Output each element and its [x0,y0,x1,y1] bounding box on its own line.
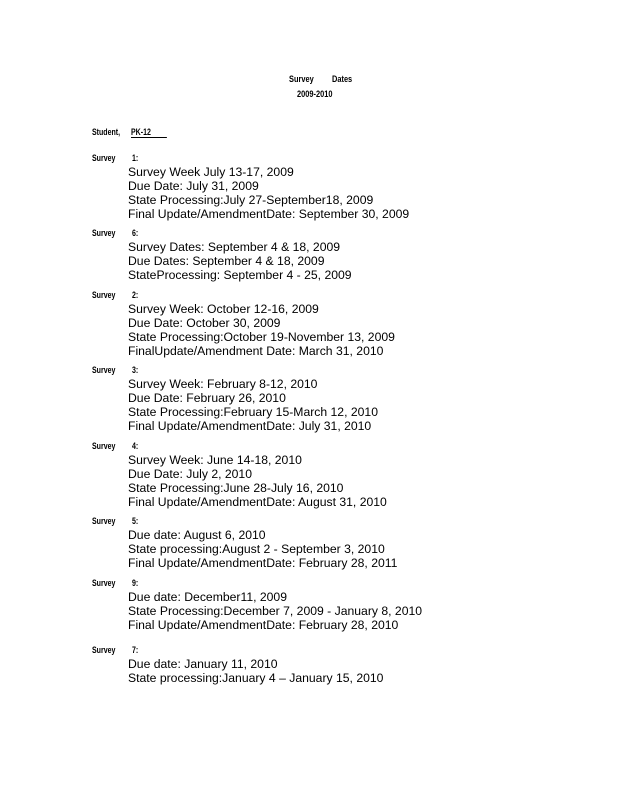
survey-detail-line: State Processing:December 7, 2009 - January 8, 2010 [128,604,423,618]
title-survey-word: Survey [289,74,314,85]
survey-details [128,302,395,358]
survey-detail-line: Survey Week: June 14-18, 2010 [128,453,302,467]
survey-number: 1: [132,153,139,163]
survey-number: 2: [132,290,139,300]
survey-details [128,453,387,509]
survey-detail-line: Due Date: October 30, 2009 [128,316,281,330]
survey-detail-line: State processing:January 4 – January 15, 2010 [128,671,384,685]
survey-detail-line: Due Dates: September 4 & 18, 2009 [128,254,325,268]
survey-details [128,590,422,632]
survey-label: Survey [92,228,116,238]
survey-label: Survey [92,153,116,163]
survey-detail-line: Due date: January 11, 2010 [128,657,278,671]
survey-detail-line: Final Update/AmendmentDate: February 28, 2010 [128,618,399,632]
survey-detail-line: FinalUpdate/Amendment Date: March 31, 2010 [128,344,384,358]
survey-detail-line: State Processing:October 19-November 13, 2009 [128,330,395,344]
survey-label: Survey [92,441,116,451]
survey-number: 9: [132,578,139,588]
survey-detail-line: StateProcessing: September 4 - 25, 2009 [128,268,352,282]
survey-details [128,165,409,221]
title-years: 2009-2010 [297,89,333,100]
survey-details [128,377,378,433]
survey-label: Survey [92,645,116,655]
survey-label: Survey [92,516,116,526]
survey-detail-line: Due date: December11, 2009 [128,590,287,604]
survey-detail-line: Due Date: February 26, 2010 [128,391,286,405]
survey-detail-line: Survey Week: October 12-16, 2009 [128,302,319,316]
student-label: Student, [92,127,121,137]
survey-detail-line: Final Update/AmendmentDate: August 31, 2010 [128,495,387,509]
survey-label: Survey [92,578,116,588]
survey-detail-line: Due Date: July 31, 2009 [128,179,259,193]
survey-detail-line: Due Date: July 2, 2010 [128,467,252,481]
survey-number: 6: [132,228,139,238]
survey-number: 7: [132,645,139,655]
survey-label: Survey [92,290,116,300]
survey-detail-line: Survey Dates: September 4 & 18, 2009 [128,240,341,254]
survey-detail-line: Final Update/AmendmentDate: July 31, 2010 [128,419,372,433]
survey-number: 5: [132,516,139,526]
survey-details [128,240,352,282]
survey-detail-line: State Processing:July 27-September18, 2009 [128,193,374,207]
survey-detail-line: Survey Week: February 8-12, 2010 [128,377,318,391]
survey-detail-line: State Processing:June 28-July 16, 2010 [128,481,344,495]
survey-detail-line: Final Update/AmendmentDate: February 28, 2011 [128,556,398,570]
survey-detail-line: State processing:August 2 - September 3, 2010 [128,542,385,556]
survey-detail-line: Survey Week July 13-17, 2009 [128,165,294,179]
survey-detail-line: Due date: August 6, 2010 [128,528,266,542]
survey-number: 4: [132,441,139,451]
survey-detail-line: State Processing:February 15-March 12, 2010 [128,405,378,419]
student-grade-range: PK-12 [131,127,167,138]
survey-details [128,528,397,570]
survey-detail-line: Final Update/AmendmentDate: September 30, 2009 [128,207,410,221]
survey-number: 3: [132,365,139,375]
survey-label: Survey [92,365,116,375]
survey-details [128,657,383,685]
title-dates-word: Dates [332,74,353,85]
